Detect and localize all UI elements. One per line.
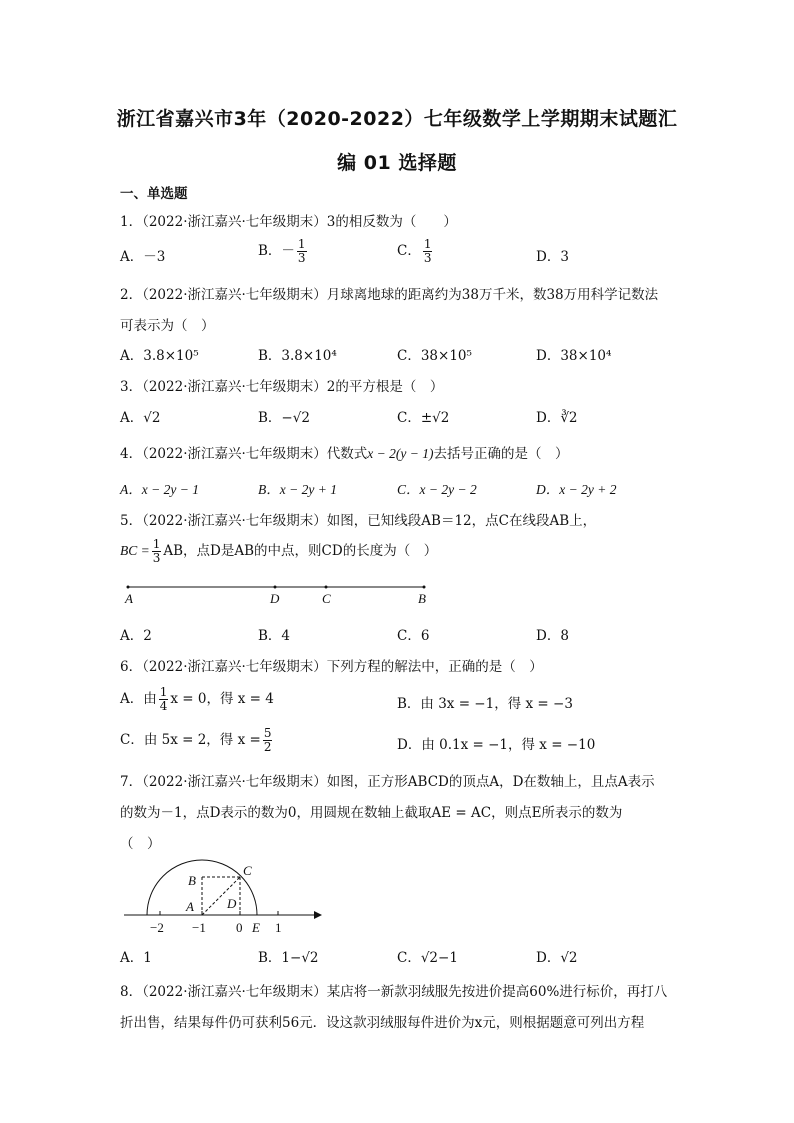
q5-option-d: D．8 (536, 628, 569, 644)
question-6-stem: 6．（2022·浙江嘉兴·七年级期末）下列方程的解法中，正确的是（ ） (120, 659, 543, 675)
label-d: D (270, 591, 280, 606)
label-d: D (227, 896, 237, 911)
q3-option-b: B．−√2 (258, 410, 310, 426)
question-8-stem-line1: 8．（2022·浙江嘉兴·七年级期末）某店将一新款羽绒服先按进价提高60%进行标价，再打八 (120, 984, 668, 1000)
q1-option-a: A．－3 (120, 249, 166, 265)
tick-label-0: 0 (236, 920, 243, 935)
question-5-stem-line2: BC = $\frac{1}{3}$ AB，点D是AB的中点，则CD的长度为（ ） (120, 537, 438, 565)
q2-option-d: D．38×10⁴ (536, 348, 612, 364)
q2-option-a: A．3.8×10⁵ (120, 348, 199, 364)
document-title-line1: 浙江省嘉兴市3年（2020-2022）七年级数学上学期期末试题汇 (116, 108, 678, 130)
label-a: A (186, 899, 194, 914)
document-title-line2: 编 01 选择题 (337, 152, 457, 174)
point-d-dot (274, 586, 277, 589)
q6-option-a: A．由 $\frac{1}{4}$ x = 0，得 x = 4 (120, 685, 274, 713)
q3-option-c: C．±√2 (397, 410, 450, 426)
label-e: E (252, 920, 260, 935)
question-1-stem: 1．（2022·浙江嘉兴·七年级期末）3的相反数为（ ） (120, 214, 457, 230)
question-5-stem-line1: 5．（2022·浙江嘉兴·七年级期末）如图，已知线段AB＝12，点C在线段AB上， (120, 513, 597, 529)
tick-label-neg2: −2 (150, 920, 164, 935)
point-a-dot (127, 586, 130, 589)
label-c: C (322, 591, 331, 606)
label-b: B (418, 591, 426, 606)
q1-option-b: B．－ $\frac{1}{3}$ (258, 237, 306, 265)
q7-number-line-figure (118, 855, 333, 937)
axis-arrow-icon (314, 911, 322, 919)
q7-option-b: B．1−√2 (258, 950, 319, 966)
q7-option-d: D．√2 (536, 950, 578, 966)
tick-label-neg1: −1 (192, 920, 206, 935)
q4-option-c: C．x − 2y − 2 (397, 482, 477, 497)
q1-option-c: C． $\frac{1}{3}$ (397, 237, 432, 265)
question-3-stem: 3．（2022·浙江嘉兴·七年级期末）2的平方根是（ ） (120, 379, 444, 395)
q4-option-a: A．x − 2y − 1 (120, 482, 199, 497)
q5-segment-figure (118, 578, 438, 606)
question-4-stem: 4．（2022·浙江嘉兴·七年级期末）代数式x − 2(y − 1)去括号正确的是（ ） (120, 446, 569, 462)
q1-option-d: D．3 (536, 249, 569, 265)
question-7-stem-line1: 7．（2022·浙江嘉兴·七年级期末）如图，正方形ABCD的顶点A，D在数轴上，且点A表示 (120, 774, 655, 790)
q6-option-b: B．由 3x = −1，得 x = −3 (397, 696, 573, 712)
q3-option-a: A．√2 (120, 410, 161, 426)
q3-option-d: D．∛2 (536, 410, 578, 426)
point-c-dot (325, 586, 328, 589)
label-b: B (188, 873, 196, 888)
q6-option-c: C．由 5x = 2，得 x = $\frac{5}{2}$ (120, 726, 272, 754)
q6-option-d: D．由 0.1x = −1，得 x = −10 (397, 737, 596, 753)
q7-option-c: C．√2−1 (397, 950, 458, 966)
tick-label-1: 1 (275, 920, 282, 935)
q2-option-c: C．38×10⁵ (397, 348, 472, 364)
question-7-stem-line3: （ ） (120, 836, 161, 852)
point-b-dot (423, 586, 426, 589)
question-2-stem-line1: 2．（2022·浙江嘉兴·七年级期末）月球离地球的距离约为38万千米，数38万用科学记数法 (120, 287, 659, 303)
q5-option-a: A．2 (120, 628, 152, 644)
q4-option-d: D．x − 2y + 2 (536, 482, 617, 497)
question-8-stem-line2: 折出售，结果每件仍可获利56元．设这款羽绒服每件进价为x元，则根据题意可列出方程 (120, 1015, 645, 1031)
q5-option-c: C．6 (397, 628, 430, 644)
label-a: A (125, 591, 133, 606)
q2-option-b: B．3.8×10⁴ (258, 348, 337, 364)
q4-option-b: B．x − 2y + 1 (258, 482, 337, 497)
q7-option-a: A．1 (120, 950, 152, 966)
label-c: C (243, 863, 252, 878)
section-heading: 一、单选题 (120, 186, 188, 202)
question-2-stem-line2: 可表示为（ ） (120, 318, 215, 334)
question-7-stem-line2: 的数为－1，点D表示的数为0，用圆规在数轴上截取AE = AC，则点E所表示的数为 (120, 805, 623, 821)
q5-option-b: B．4 (258, 628, 291, 644)
